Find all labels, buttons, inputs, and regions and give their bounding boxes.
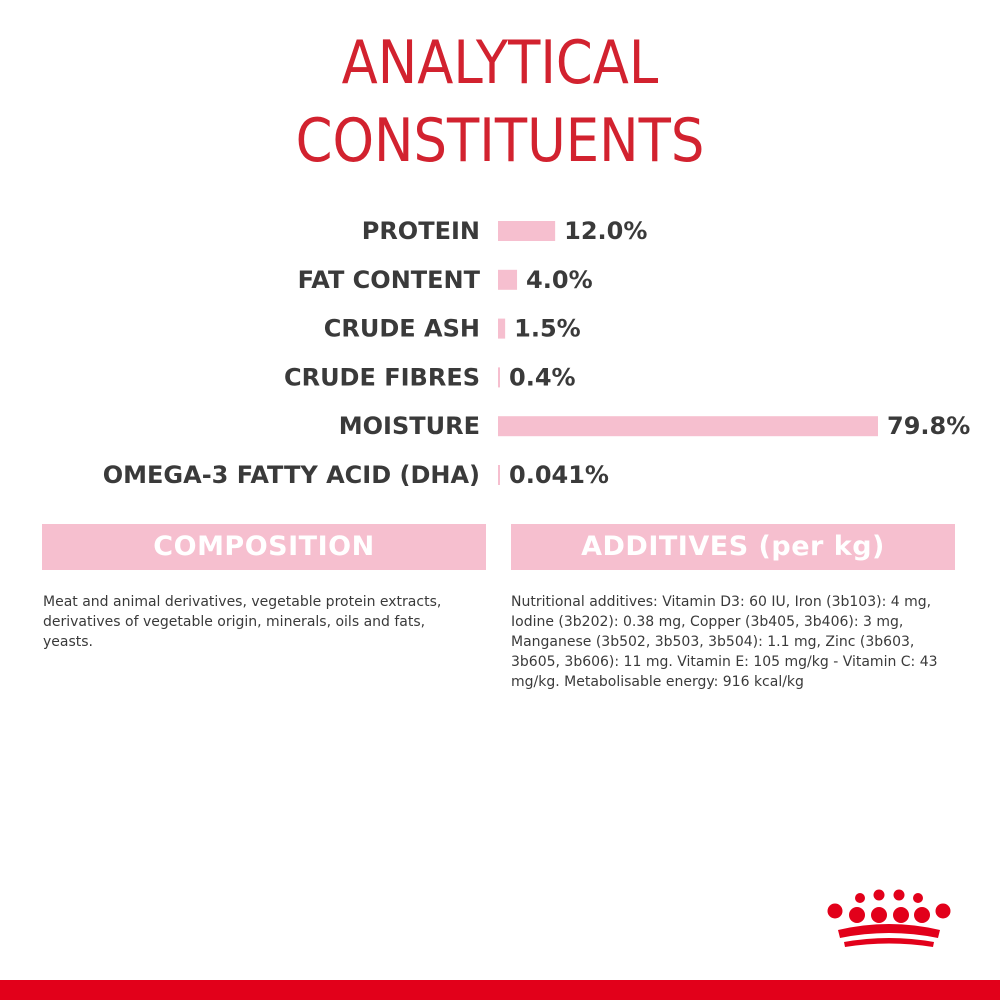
value-label: 79.8% — [887, 412, 971, 441]
value-label: 0.041% — [509, 461, 609, 489]
additives-text: Nutritional additives: Vitamin D3: 60 IU, Iron (3b103): 4 mg, Iodine (3b202): 0.38 mg, Copper (3b405, 3b406): 3 mg, Manganese (3b502, 3b503, 3b504): 1.1 mg, Zinc (3b603, 3b605, 3b606): 11 mg. Vitamin E: 105 mg/kg - Vitamin C: 43 mg/kg. Metabolisable energy: 916 kcal/kg — [511, 594, 938, 690]
value-label: 4.0% — [526, 265, 593, 294]
composition-heading: COMPOSITION — [42, 524, 486, 570]
category-label: MOISTURE — [338, 412, 480, 441]
bar — [498, 270, 517, 290]
bar — [498, 319, 505, 339]
category-label: OMEGA-3 FATTY ACID (DHA) — [102, 461, 480, 489]
bar — [498, 416, 878, 436]
composition-text: Meat and animal derivatives, vegetable protein extracts, derivatives of vegetable origin, minerals, oils and fats, yeasts. — [43, 594, 442, 650]
category-label: CRUDE FIBRES — [283, 363, 480, 392]
bar — [498, 465, 500, 485]
category-label: PROTEIN — [361, 217, 480, 245]
title-line-1: ANALYTICAL — [341, 28, 659, 98]
additives-heading: ADDITIVES (per kg) — [511, 524, 955, 570]
bar — [498, 367, 500, 387]
category-label: FAT CONTENT — [297, 265, 480, 294]
bar — [498, 221, 555, 241]
footer-brand-bar — [0, 980, 1000, 1000]
value-label: 12.0% — [564, 217, 648, 245]
value-label: 0.4% — [509, 363, 576, 392]
category-label: CRUDE ASH — [323, 314, 480, 343]
title-line-2: CONSTITUENTS — [295, 106, 705, 176]
page-title — [60, 24, 940, 180]
constituents-bar-chart — [0, 200, 1000, 510]
royal-crown-logo-icon — [822, 888, 956, 958]
value-label: 1.5% — [514, 314, 581, 343]
